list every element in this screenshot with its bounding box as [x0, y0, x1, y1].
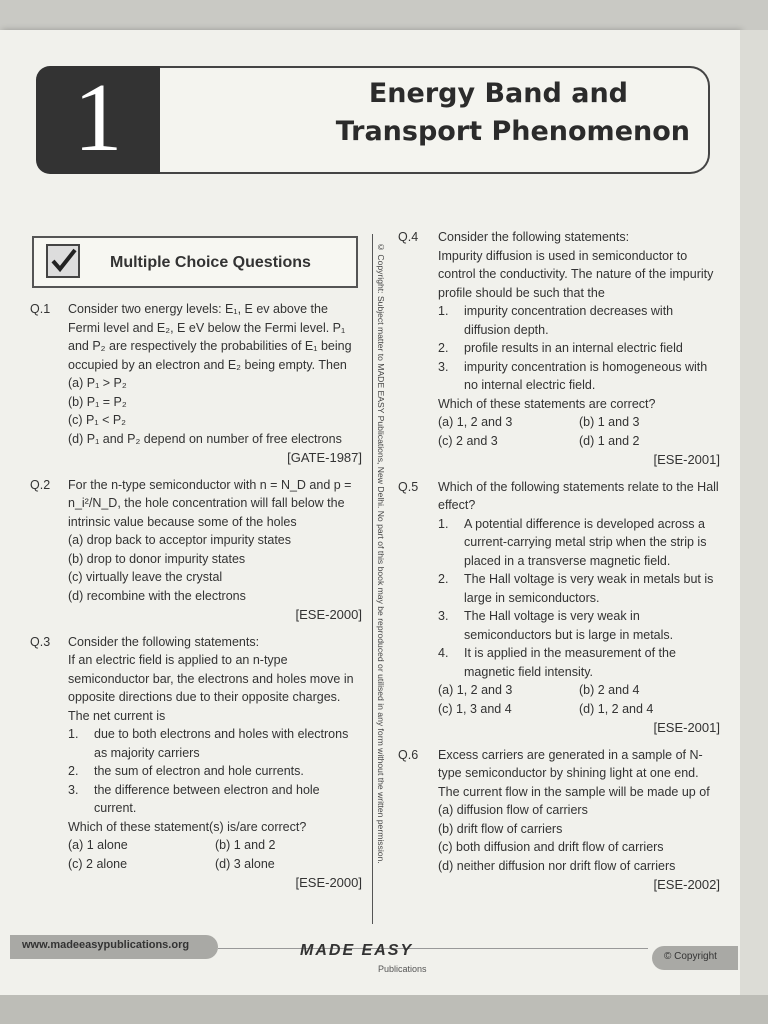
option-c: (c) 1, 3 and 4 — [438, 701, 512, 716]
question-3 — [30, 633, 362, 893]
left-column — [30, 300, 362, 893]
option-d: (d) recombine with the electrons — [68, 588, 246, 603]
statement-2: 2. The Hall voltage is very weak in metals but is large in semiconductors. — [438, 572, 714, 605]
option-b: (b) drop to donor impurity states — [68, 551, 246, 566]
question-prompt: Which of these statement(s) is/are correct? — [68, 819, 307, 834]
column-divider — [372, 234, 373, 924]
question-text: For the n-type semiconductor with n = N_D and p = n_i²/N_D, the hole concentration will fall below the intrinsic value because some of the holes — [68, 477, 352, 529]
option-b: (b) 1 and 3 — [579, 415, 640, 429]
question-source: [GATE-1987] — [287, 450, 362, 465]
statement-3: 3. The Hall voltage is very weak in semiconductors but is large in metals. — [438, 609, 674, 642]
option-d: (d) P₁ and P₂ depend on number of free electrons — [68, 431, 342, 446]
option-b: (b) P₁ = P₂ — [68, 394, 127, 409]
option-a: (a) 1, 2 and 3 — [438, 683, 513, 697]
question-text: Consider the following statements: — [438, 230, 630, 244]
option-a: (a) drop back to acceptor impurity states — [68, 533, 292, 547]
right-column — [398, 228, 720, 895]
question-source: [ESE-2001] — [653, 452, 720, 467]
statement-3: 3. the difference between electron and hole current. — [68, 782, 320, 815]
chapter-title-line-2: Transport Phenomenon — [335, 116, 690, 147]
option-a: (a) 1, 2 and 3 — [438, 415, 513, 429]
option-c: (c) 2 alone — [68, 856, 128, 871]
option-d: (d) neither diffusion nor drift flow of carriers — [438, 858, 676, 873]
option-a: (a) 1 alone — [68, 838, 128, 852]
option-b: (b) drift flow of carriers — [438, 821, 563, 836]
footer-url: www.madeeasypublications.org — [22, 939, 190, 951]
question-1 — [30, 300, 362, 468]
question-source: [ESE-2002] — [653, 877, 720, 892]
question-text: Consider the following statements: — [68, 634, 260, 649]
option-d: (d) 1, 2 and 4 — [579, 701, 654, 716]
question-2 — [30, 476, 362, 625]
section-heading: Multiple Choice Questions — [110, 254, 311, 271]
background-strip — [0, 995, 768, 1024]
question-text: Consider two energy levels: E₁, E ev above the Fermi level and E₂, E eV below the Fermi level. P₁ and P₂ are respectively the probabilities of E₁ being occupied by an electron and E₂ being empty. Then — [68, 302, 352, 372]
chapter-title-line-1: Energy Band and — [368, 78, 628, 109]
statement-3: 3. impurity concentration is homogeneous with no internal electric field. — [438, 359, 708, 392]
option-a: (a) P₁ > P₂ — [68, 376, 127, 390]
publisher-logo: MADE EASY — [300, 942, 414, 959]
question-number: Q.5 — [398, 479, 419, 494]
statement-4: 4. It is applied in the measurement of the magnetic field intensity. — [438, 646, 676, 679]
option-c: (c) both diffusion and drift flow of carriers — [438, 840, 664, 854]
question-5 — [398, 478, 720, 738]
question-6 — [398, 746, 720, 895]
chapter-title-box — [150, 66, 710, 174]
option-a: (a) diffusion flow of carriers — [438, 803, 588, 817]
question-number: Q.4 — [398, 230, 419, 244]
copyright-text: © Copyright — [664, 951, 717, 962]
question-prompt: Which of these statements are correct? — [438, 396, 656, 411]
question-source: [ESE-2000] — [295, 607, 362, 622]
question-source: [ESE-2001] — [653, 720, 720, 735]
question-source: [ESE-2000] — [295, 875, 362, 890]
chapter-number: 1 — [73, 64, 123, 172]
option-b: (b) 1 and 2 — [215, 838, 276, 852]
copyright-side-note: © Copyright: Subject matter to MADE EASY Publications, New Delhi. No part of this book may be reproduced or utilised in any form without the written permission. — [376, 242, 386, 864]
question-text: Excess carriers are generated in a sample of N-type semiconductor by shining light at one end. The current flow in the sample will be made up of — [438, 747, 710, 799]
option-c: (c) P₁ < P₂ — [68, 413, 127, 427]
option-c: (c) 2 and 3 — [438, 433, 498, 448]
option-d: (d) 3 alone — [215, 856, 275, 871]
statement-1: 1. A potential difference is developed across a current-carrying metal strip when the strip is placed in a transverse magnetic field. — [438, 516, 707, 568]
checkbox-icon — [46, 244, 80, 278]
question-intro: If an electric field is applied to an n-type semiconductor bar, the electrons and holes move in opposite directions due to their opposite charges. The net current is — [68, 653, 354, 723]
publisher-logo-subtitle: Publications — [378, 964, 427, 974]
statement-2: 2. profile results in an internal electric field — [438, 341, 683, 355]
question-intro: Impurity diffusion is used in semiconductor to control the conductivity. The nature of the impurity profile should be such that the — [438, 248, 714, 300]
statement-1: 1. due to both electrons and holes with electrons as majority carriers — [68, 727, 349, 760]
option-b: (b) 2 and 4 — [579, 683, 640, 697]
statement-1: 1. impurity concentration decreases with diffusion depth. — [438, 304, 674, 337]
question-number: Q.3 — [30, 634, 51, 649]
next-page-edge — [740, 30, 768, 995]
question-number: Q.2 — [30, 477, 51, 492]
question-text: Which of the following statements relate to the Hall effect? — [438, 479, 719, 512]
footer-rule — [218, 948, 648, 949]
question-4 — [398, 228, 720, 470]
option-d: (d) 1 and 2 — [579, 433, 640, 448]
question-number: Q.6 — [398, 747, 419, 762]
option-c: (c) virtually leave the crystal — [68, 570, 223, 584]
question-number: Q.1 — [30, 302, 51, 316]
statement-2: 2. the sum of electron and hole currents. — [68, 764, 304, 778]
